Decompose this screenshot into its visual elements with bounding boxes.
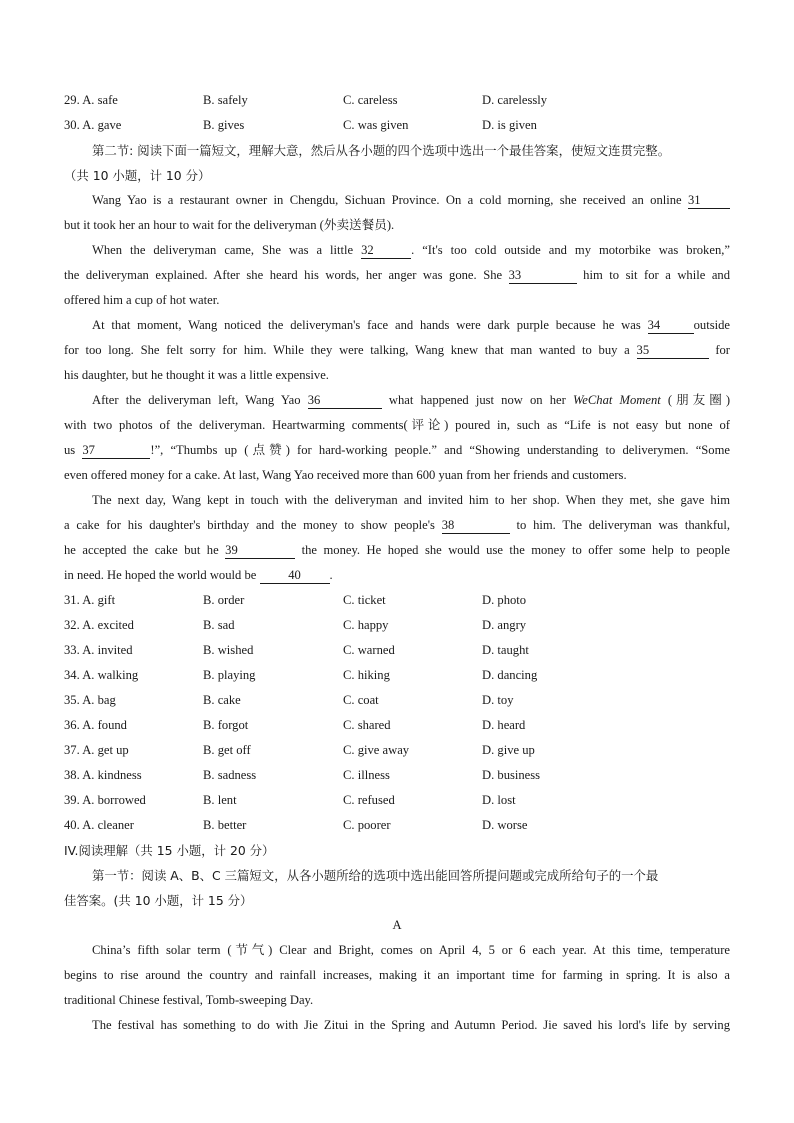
option-b: B. playing [203, 668, 256, 682]
option-b: B. get off [203, 743, 251, 757]
option-b: B. sad [203, 618, 235, 632]
option-d: D. worse [482, 818, 528, 832]
option-a: 36. A. found [64, 718, 127, 732]
question-options [64, 588, 730, 613]
passage-line: Wang Yao is a restaurant owner in Chengdu, Sichuan Province. On a cold morning, she received an online 31 [64, 188, 730, 213]
exam-page [64, 88, 730, 1038]
blank-33: 33 [509, 267, 577, 284]
passage-line: the deliveryman explained. After she heard his words, her anger was gone. She 33 him to sit for a while and [64, 268, 730, 282]
passage-line: us 37 !”, “Thumbs up (点赞) for hard-working people.” and “Showing understanding to deliverymen. “Some [64, 443, 730, 457]
option-d: D. is given [482, 118, 537, 132]
passage-line: traditional Chinese festival, Tomb-sweeping Day. [64, 993, 314, 1007]
passage-line: with two photos of the deliveryman. Heartwarming comments(评论) poured in, such as “Life is not easy but none of [64, 418, 730, 432]
question-options [64, 613, 730, 638]
option-b: B. sadness [203, 768, 257, 782]
section-2-instructions: 第二节: 阅读下面一篇短文，理解大意，然后从各小题的四个选项中选出一个最佳答案，使短文连贯完整。 [92, 143, 671, 158]
blank-37: 37 [82, 442, 150, 459]
option-c: C. coat [343, 693, 379, 707]
passage-line: When the deliveryman came, She was a little 32 . “It's too cold outside and my motorbike was broken,” [92, 243, 730, 257]
question-options [64, 663, 730, 688]
option-b: B. forgot [203, 718, 249, 732]
option-a: 32. A. excited [64, 618, 134, 632]
option-a: 35. A. bag [64, 693, 116, 707]
passage-line: but it took her an hour to wait for the deliveryman (外卖送餐员). [64, 218, 395, 232]
option-a: 40. A. cleaner [64, 818, 134, 832]
option-d: D. toy [482, 693, 514, 707]
option-d: D. lost [482, 793, 516, 807]
passage-line: China’s fifth solar term (节气) Clear and Bright, comes on April 4, 5 or 6 each year. At this time, temperature [92, 943, 730, 957]
question-options [64, 713, 730, 738]
question-29 [64, 88, 730, 113]
blank-39: 39 [225, 542, 295, 559]
option-d: D. carelessly [482, 93, 548, 107]
option-c: C. ticket [343, 593, 386, 607]
option-a: 38. A. kindness [64, 768, 142, 782]
blank-40: 40 [260, 567, 330, 584]
section-2-score: （共 10 小题，计 10 分） [64, 168, 211, 183]
passage-title: A [392, 918, 402, 932]
option-c: C. refused [343, 793, 395, 807]
option-d: D. angry [482, 618, 527, 632]
question-options [64, 688, 730, 713]
option-a: 31. A. gift [64, 593, 116, 607]
passage-line: in need. He hoped the world would be 40 . [64, 568, 333, 582]
passage-line: begins to rise around the country and rainfall increases, making it an important time for farming in spring. It is also a [64, 968, 730, 982]
options-list [64, 588, 730, 838]
option-c: C. careless [343, 93, 398, 107]
passage-line: he accepted the cake but he 39 the money. He hoped she would use the money to offer some help to people [64, 543, 730, 557]
passage-line: After the deliveryman left, Wang Yao 36 what happened just now on her WeChat Moment (朋友圈) [92, 393, 730, 407]
option-a: 33. A. invited [64, 643, 133, 657]
option-b: B. lent [203, 793, 237, 807]
question-options [64, 738, 730, 763]
blank-38: 38 [442, 517, 510, 534]
passage-line: The festival has something to do with Jie Zitui in the Spring and Autumn Period. Jie saved his lord's life by serving [92, 1018, 730, 1032]
option-d: D. business [482, 768, 541, 782]
question-options [64, 638, 730, 663]
part-4-instructions: 第一节：阅读 A、B、C 三篇短文，从各小题所给的选项中选出能回答所提问题或完成所给句子的一个最 [92, 868, 659, 883]
option-d: D. heard [482, 718, 526, 732]
passage-line: The next day, Wang kept in touch with the deliveryman and invited him to her shop. When they met, she gave him [92, 493, 730, 507]
option-b: B. cake [203, 693, 241, 707]
option-c: C. hiking [343, 668, 390, 682]
option-a: 29. A. safe [64, 93, 118, 107]
passage-line: for too long. She felt sorry for him. While they were talking, Wang knew that man wanted to buy a 35 for [64, 343, 730, 357]
option-c: C. was given [343, 118, 409, 132]
option-d: D. taught [482, 643, 529, 657]
option-a: 39. A. borrowed [64, 793, 146, 807]
blank-35: 35 [637, 342, 709, 359]
option-b: B. wished [203, 643, 254, 657]
option-b: B. better [203, 818, 247, 832]
option-d: D. dancing [482, 668, 538, 682]
option-c: C. give away [343, 743, 410, 757]
option-a: 34. A. walking [64, 668, 139, 682]
part-4-heading: IV.阅读理解（共 15 小题，计 20 分） [64, 843, 275, 858]
passage-line: even offered money for a cake. At last, Wang Yao received more than 600 yuan from her friends and customers. [64, 468, 627, 482]
option-d: D. photo [482, 593, 527, 607]
option-b: B. order [203, 593, 245, 607]
passage-line: offered him a cup of hot water. [64, 293, 220, 307]
option-a: 30. A. gave [64, 118, 122, 132]
option-a: 37. A. get up [64, 743, 129, 757]
passage-line: his daughter, but he thought it was a little expensive. [64, 368, 329, 382]
passage-line: a cake for his daughter's birthday and the money to show people's 38 to him. The deliveryman was thankful, [64, 518, 730, 532]
option-c: C. happy [343, 618, 389, 632]
option-d: D. give up [482, 743, 535, 757]
question-options [64, 813, 730, 838]
blank-32: 32 [361, 242, 411, 259]
question-options [64, 763, 730, 788]
passage-line: At that moment, Wang noticed the deliveryman's face and hands were dark purple because he was 34 outside [92, 318, 730, 332]
option-c: C. shared [343, 718, 391, 732]
option-b: B. safely [203, 93, 248, 107]
blank-36: 36 [308, 392, 382, 409]
blank-31: 31 [688, 192, 730, 209]
option-c: C. illness [343, 768, 390, 782]
question-options [64, 788, 730, 813]
part-4-instructions: 佳答案。(共 10 小题，计 15 分） [64, 893, 253, 908]
option-c: C. poorer [343, 818, 391, 832]
blank-34: 34 [648, 317, 694, 334]
question-30 [64, 113, 730, 138]
option-c: C. warned [343, 643, 395, 657]
option-b: B. gives [203, 118, 245, 132]
